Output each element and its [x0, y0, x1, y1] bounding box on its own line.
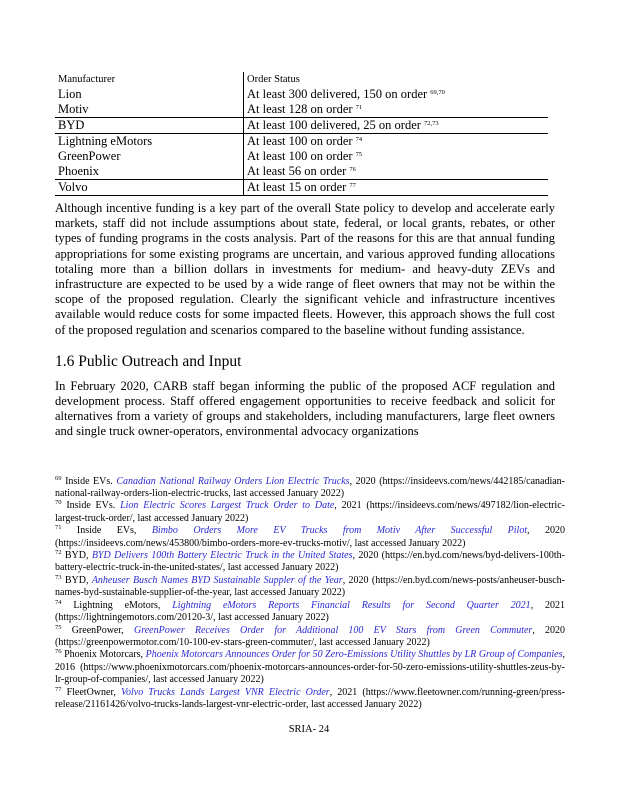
manufacturer-cell: Motiv [55, 102, 244, 118]
order-status-text: At least 128 on order [247, 102, 353, 116]
footnote-ref[interactable]: 76 [349, 166, 356, 173]
order-status-cell [244, 102, 549, 118]
footnote [55, 550, 565, 575]
footnote-source: Phoenix Motorcars, [64, 649, 146, 661]
footnote-citation: , 2021 (https://insideevs.com/news/497182/lion-electric-largest-truck-order/, last accessed January 2022) [55, 500, 565, 524]
footnote-source: Lightning eMotors, [73, 599, 173, 611]
footnote-number: 70 [55, 499, 62, 507]
footnote [55, 625, 565, 650]
order-status-cell [244, 134, 549, 150]
table-row [55, 149, 548, 164]
footnote-citation: , 2020 (https://en.byd.com/news-posts/anheuser-busch-names-byd-sustainable-supplier-of-the-year, last accessed January 2022) [55, 574, 565, 599]
page-number: SRIA- 24 [288, 724, 330, 736]
footnote-ref[interactable]: 77 [349, 182, 356, 189]
footnote-citation: , 2020 (https://insideevs.com/news/442185/canadian-national-railway-orders-lion-electric-trucks, last accessed January 2022) [55, 475, 565, 500]
paragraph-outreach: In February 2020, CARB staff began informing the public of the proposed ACF regulation and development process. Staff offered engagement opportunities to receive feedback and solicit for alternatives from a variety of groups and stakeholders, including manufacturers, large fleet owners and single truck owner-operators, environmental advocacy organizations [55, 378, 555, 439]
column-header-manufacturer: Manufacturer [55, 72, 244, 87]
order-status-text: At least 100 delivered, 25 on order [247, 118, 421, 132]
order-status-text: At least 100 on order [247, 134, 353, 148]
footnote-source: Inside EVs. [66, 500, 121, 512]
footnote-source: FleetOwner, [66, 686, 121, 698]
table-row [55, 180, 548, 196]
order-status-cell [244, 149, 549, 164]
footnote-number: 75 [55, 623, 62, 631]
footnote-citation: , 2021 (https://lightningemotors.com/20120-3/, last accessed January 2022) [55, 599, 566, 624]
body-column [55, 72, 555, 440]
footnote-citation: , 2021 (https://www.fleetowner.com/running-green/press-release/21161426/volvo-trucks-lands-largest-vnr-electric-order, last accessed January 2022) [55, 686, 566, 710]
manufacturer-cell: Volvo [55, 180, 244, 196]
table-row [55, 164, 548, 180]
footnote-ref[interactable]: 69,70 [430, 89, 445, 96]
order-status-cell [244, 164, 549, 180]
table-row [55, 102, 548, 118]
footnote-source: BYD, [64, 550, 92, 562]
footnote-title-link[interactable]: Lightning eMotors Reports Financial Results for Second Quarter 2021 [172, 599, 531, 611]
footnote-title-link[interactable]: GreenPower Receives Order for Additional 100 EV Stars from Green Commuter [133, 624, 533, 636]
footnote-number: 73 [55, 573, 62, 581]
footnote-ref[interactable]: 72,73 [424, 120, 439, 127]
footnote-number: 69 [55, 474, 62, 482]
order-status-text: At least 100 on order [247, 149, 353, 163]
footnote [55, 500, 565, 525]
footnote-citation: , 2016 (https://www.phoenixmotorcars.com/phoenix-motorcars-announces-order-for-50-zero-emissions-utility-shuttles-zeus-by-lr-group-of-companies/, last accessed January 2022) [55, 649, 566, 686]
manufacturer-cell: Phoenix [55, 164, 244, 180]
table-row [55, 134, 548, 150]
footnote-title-link[interactable]: Volvo Trucks Lands Largest VNR Electric Order [121, 686, 330, 698]
footnote-number: 72 [55, 549, 62, 557]
manufacturer-orders-table [55, 72, 548, 196]
paragraph-funding: Although incentive funding is a key part of the overall State policy to develop and accelerate early markets, staff did not include assumptions about state, federal, or local grants, rebates, or other types of funding programs in the costs analysis. Part of the reasons for this are that annual funding appropriations for some existing programs are uncertain, and various approved funding allocations totaling more than a billion dollars in investments for medium- and heavy-duty ZEVs and infrastructure are expected to be used by a wide range of fleet owners that may not be within the scope of the proposed regulation. Clearly the significant vehicle and infrastructure incentives available would reduce costs for some impacted fleets. However, this approach shows the full cost of the proposed regulation and scenarios compared to the baseline without funding assistance. [55, 201, 555, 337]
footnote [55, 687, 565, 712]
order-status-text: At least 56 on order [247, 164, 347, 178]
manufacturer-cell: Lightning eMotors [55, 134, 244, 150]
order-status-text: At least 15 on order [247, 180, 347, 194]
order-status-cell [244, 118, 549, 134]
footnote-number: 77 [55, 685, 62, 693]
footnote-title-link[interactable]: Canadian National Railway Orders Lion Electric Trucks [116, 475, 350, 487]
footnote [55, 649, 565, 686]
footnote-number: 71 [55, 524, 62, 532]
footnote-source: Inside EVs, [76, 525, 152, 537]
footnote [55, 525, 565, 550]
footnote-ref[interactable]: 71 [355, 104, 363, 111]
footnote-source: Inside EVs. [65, 475, 117, 487]
table-row [55, 118, 548, 134]
footnotes [55, 476, 565, 712]
footnote-title-link[interactable]: Anheuser Busch Names BYD Sustainable Suppler of the Year [91, 574, 343, 586]
footnote-title-link[interactable]: Lion Electric Scores Largest Truck Order to Date [120, 500, 335, 512]
footnote [55, 600, 565, 625]
footnote-title-link[interactable]: BYD Delivers 100th Battery Electric Truck in the United States [91, 550, 353, 562]
footnote-title-link[interactable]: Phoenix Motorcars Announces Order for 50 Zero-Emissions Utility Shuttles by LR Group of Companies [145, 649, 563, 661]
order-status-text: At least 300 delivered, 150 on order [247, 87, 428, 101]
footnote-title-link[interactable]: Bimbo Orders More EV Trucks from Motiv After Successful Pilot [151, 525, 528, 537]
order-status-cell [244, 180, 549, 196]
section-heading: 1.6 Public Outreach and Input [55, 352, 242, 370]
footnote-citation: , 2020 (https://greenpowermotor.com/10-100-ev-stars-green-commuter/, last accessed January 2022) [55, 624, 566, 648]
footnote-ref[interactable]: 75 [355, 151, 363, 158]
footnote-source: GreenPower, [71, 624, 134, 636]
footnote [55, 575, 565, 600]
manufacturer-cell: Lion [55, 87, 244, 102]
footnote-number: 76 [55, 648, 62, 656]
footnote-citation: , 2020 (https://en.byd.com/news/byd-delivers-100th-battery-electric-truck-in-the-united-states/, last accessed January 2022) [55, 550, 565, 574]
table-header-row [55, 72, 548, 87]
column-header-order-status: Order Status [247, 74, 300, 85]
footnote-citation: , 2020 (https://insideevs.com/news/453800/bimbo-orders-more-ev-trucks-motiv/, last accessed January 2022) [55, 525, 566, 549]
footnote [55, 476, 565, 501]
manufacturer-cell: BYD [55, 118, 244, 134]
manufacturer-cell: GreenPower [55, 149, 244, 164]
footnote-ref[interactable]: 74 [355, 136, 363, 143]
table-row [55, 87, 548, 102]
footnote-number: 74 [55, 598, 62, 606]
footnote-source: BYD, [64, 574, 92, 586]
order-status-cell [244, 87, 549, 102]
